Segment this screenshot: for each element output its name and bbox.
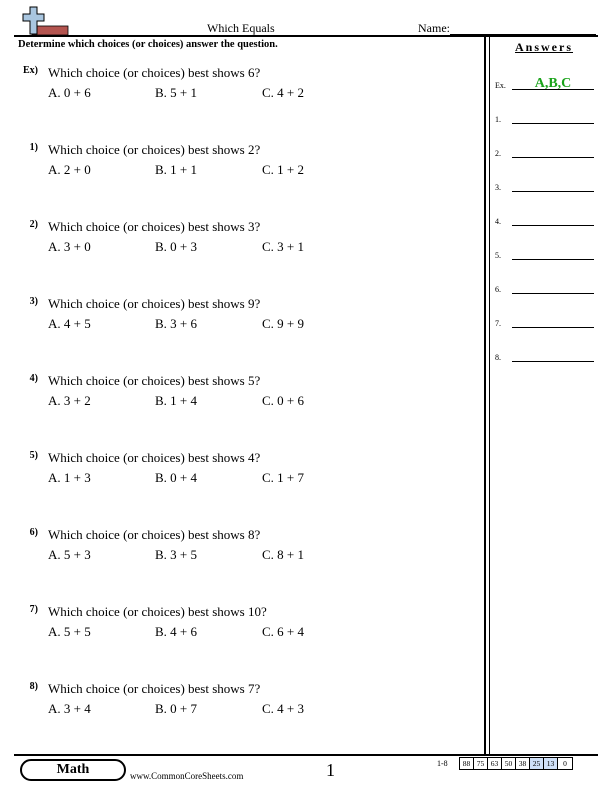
choice-c: C. 1 + 7: [262, 470, 305, 485]
answer-field[interactable]: [512, 142, 594, 158]
choice-c: C. 3 + 1: [262, 239, 305, 254]
choice-b: B. 0 + 3: [155, 239, 198, 254]
score-cell: 75: [474, 758, 488, 769]
answer-field[interactable]: [512, 346, 594, 362]
score-range: 1-8: [437, 759, 448, 768]
answers-heading: Answers: [515, 40, 573, 54]
question-text: Which choice (or choices) best shows 10?: [48, 604, 267, 619]
answer-field[interactable]: [512, 278, 594, 294]
header-divider: [14, 35, 598, 37]
question-text: Which choice (or choices) best shows 4?: [48, 450, 261, 465]
question-number: 4): [29, 373, 38, 384]
answer-label: 5.: [495, 251, 501, 260]
question-item: [18, 296, 478, 336]
answer-row: [495, 312, 597, 328]
choice-a: A. 5 + 3: [48, 547, 91, 562]
score-cell: 38: [516, 758, 530, 769]
subject-badge: Math: [20, 759, 126, 781]
question-text: Which choice (or choices) best shows 9?: [48, 296, 261, 311]
question-text: Which choice (or choices) best shows 6?: [48, 65, 261, 80]
instructions: Determine which choices (or choices) answer the question.: [18, 39, 278, 50]
question-number: 3): [29, 296, 38, 307]
choice-b: B. 0 + 4: [155, 470, 198, 485]
answer-row: [495, 176, 597, 192]
choice-a: A. 0 + 6: [48, 85, 91, 100]
choice-c: C. 9 + 9: [262, 316, 305, 331]
answer-label: 4.: [495, 217, 501, 226]
choice-b: B. 4 + 6: [155, 624, 198, 639]
question-number: Ex): [23, 65, 38, 76]
question-number: 6): [29, 527, 38, 538]
choice-a: A. 3 + 0: [48, 239, 91, 254]
answer-field[interactable]: [512, 210, 594, 226]
answer-row: [495, 108, 597, 124]
choice-b: B. 1 + 4: [155, 393, 198, 408]
answer-value: A,B,C: [534, 76, 572, 91]
answer-label: 3.: [495, 183, 501, 192]
column-divider: [484, 36, 486, 754]
answer-field[interactable]: [512, 244, 594, 260]
answer-field[interactable]: [512, 74, 594, 90]
answer-row: [495, 74, 597, 90]
score-cell: 13: [544, 758, 558, 769]
choice-b: B. 0 + 7: [155, 701, 198, 716]
answer-label: 2.: [495, 149, 501, 158]
question-item: [18, 527, 478, 567]
score-cell: 63: [488, 758, 502, 769]
question-item: [18, 373, 478, 413]
question-item: [18, 450, 478, 490]
question-text: Which choice (or choices) best shows 7?: [48, 681, 261, 696]
score-cell: 88: [460, 758, 474, 769]
answer-label: 7.: [495, 319, 501, 328]
choice-c: C. 6 + 4: [262, 624, 305, 639]
page-number: 1: [326, 760, 335, 780]
choice-a: A. 3 + 2: [48, 393, 91, 408]
question-item: [18, 142, 478, 182]
site-url: www.CommonCoreSheets.com: [130, 771, 244, 781]
answer-field[interactable]: [512, 176, 594, 192]
question-text: Which choice (or choices) best shows 5?: [48, 373, 261, 388]
score-cell: 25: [530, 758, 544, 769]
answer-field[interactable]: [512, 108, 594, 124]
choice-a: A. 4 + 5: [48, 316, 91, 331]
choice-c: C. 0 + 6: [262, 393, 305, 408]
question-text: Which choice (or choices) best shows 8?: [48, 527, 261, 542]
choice-c: C. 4 + 3: [262, 701, 305, 716]
answer-row: [495, 210, 597, 226]
page-title: Which Equals: [207, 21, 275, 35]
footer-divider: [14, 754, 598, 756]
question-number: 1): [29, 142, 38, 153]
choice-a: A. 2 + 0: [48, 162, 91, 177]
question-number: 5): [29, 450, 38, 461]
score-cell: 0: [563, 759, 567, 768]
answer-row: [495, 278, 597, 294]
question-item: [18, 219, 478, 259]
choice-b: B. 3 + 5: [155, 547, 198, 562]
choice-b: B. 5 + 1: [155, 85, 198, 100]
question-number: 8): [29, 681, 38, 692]
question-number: 2): [29, 219, 38, 230]
choice-a: A. 3 + 4: [48, 701, 91, 716]
answer-label: 8.: [495, 353, 501, 362]
question-number: 7): [29, 604, 38, 615]
choice-c: C. 8 + 1: [262, 547, 305, 562]
score-table: [459, 757, 573, 770]
question-item: [18, 681, 478, 721]
choice-c: C. 1 + 2: [262, 162, 305, 177]
column-divider-inner: [489, 36, 490, 754]
answer-label: 1.: [495, 115, 501, 124]
choice-b: B. 1 + 1: [155, 162, 198, 177]
choice-b: B. 3 + 6: [155, 316, 198, 331]
question-item: [18, 604, 478, 644]
question-text: Which choice (or choices) best shows 2?: [48, 142, 261, 157]
answer-row: [495, 142, 597, 158]
choice-c: C. 4 + 2: [262, 85, 305, 100]
answer-row: [495, 244, 597, 260]
question-text: Which choice (or choices) best shows 3?: [48, 219, 261, 234]
answer-field[interactable]: [512, 312, 594, 328]
answer-label: 6.: [495, 285, 501, 294]
answer-row: [495, 346, 597, 362]
choice-a: A. 1 + 3: [48, 470, 91, 485]
answer-label: Ex.: [495, 81, 506, 90]
name-label: Name:: [418, 21, 450, 35]
choice-a: A. 5 + 5: [48, 624, 91, 639]
plus-cross-logo-icon: [18, 6, 70, 36]
question-item: [18, 65, 478, 105]
score-cell: 50: [502, 758, 516, 769]
